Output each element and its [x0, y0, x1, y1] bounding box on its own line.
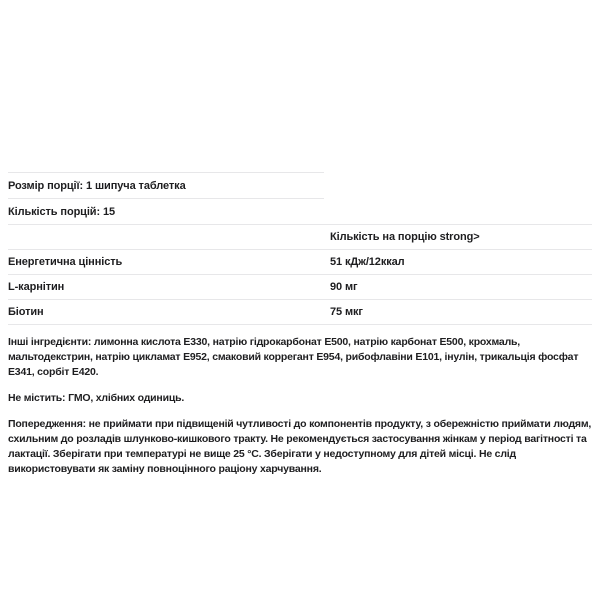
- nutrition-header-empty-cell: [8, 225, 330, 250]
- servings-count-text: Кількість порцій: 15: [8, 199, 324, 225]
- table-row: [8, 300, 592, 325]
- warnings-paragraph: Попередження: не приймати при підвищеній чутливості до компонентів продукту, з обережністю приймати людям, схильним до розладів шлунково-кишкового тракту. Не рекомендується застосування жінкам у період вагітності та лактації. Зберігати при температурі не вище 25 °С. Зберігати у недоступному для дітей місці. Не слід використовувати як заміну повноцінного раціону харчування.: [8, 418, 592, 475]
- supplement-facts-section: [8, 172, 592, 477]
- nutrient-amount: 90 мг: [330, 275, 592, 300]
- serving-size-text: Розмір порції: 1 шипуча таблетка: [8, 173, 324, 199]
- table-row: [8, 275, 592, 300]
- amount-per-serving-header: Кількість на порцію strong>: [330, 225, 592, 250]
- nutrient-name: Біотин: [8, 300, 330, 325]
- nutrient-name: L-карнітин: [8, 275, 330, 300]
- product-notes: [8, 335, 592, 477]
- nutrition-table: [8, 224, 592, 325]
- table-row: [8, 199, 324, 225]
- nutrient-name: Енергетична цінність: [8, 250, 330, 275]
- table-row: [8, 250, 592, 275]
- other-ingredients-paragraph: Інші інгредієнти: лимонна кислота Е330, натрію гідрокарбонат Е500, натрію карбонат Е500, крохмаль, мальтодекстрин, натрію цикламат Е952, смаковий коррегант Е954, рибофлавіни Е101, інулін, трикальція фосфат Е341, сорбіт Е420.: [8, 336, 579, 378]
- does-not-contain-paragraph: Не містить: ГМО, хлібних одиниць.: [8, 392, 185, 404]
- nutrient-amount: 75 мкг: [330, 300, 592, 325]
- serving-info-table: [8, 172, 324, 224]
- nutrition-header-row: [8, 225, 592, 250]
- table-row: [8, 173, 324, 199]
- nutrient-amount: 51 кДж/12ккал: [330, 250, 592, 275]
